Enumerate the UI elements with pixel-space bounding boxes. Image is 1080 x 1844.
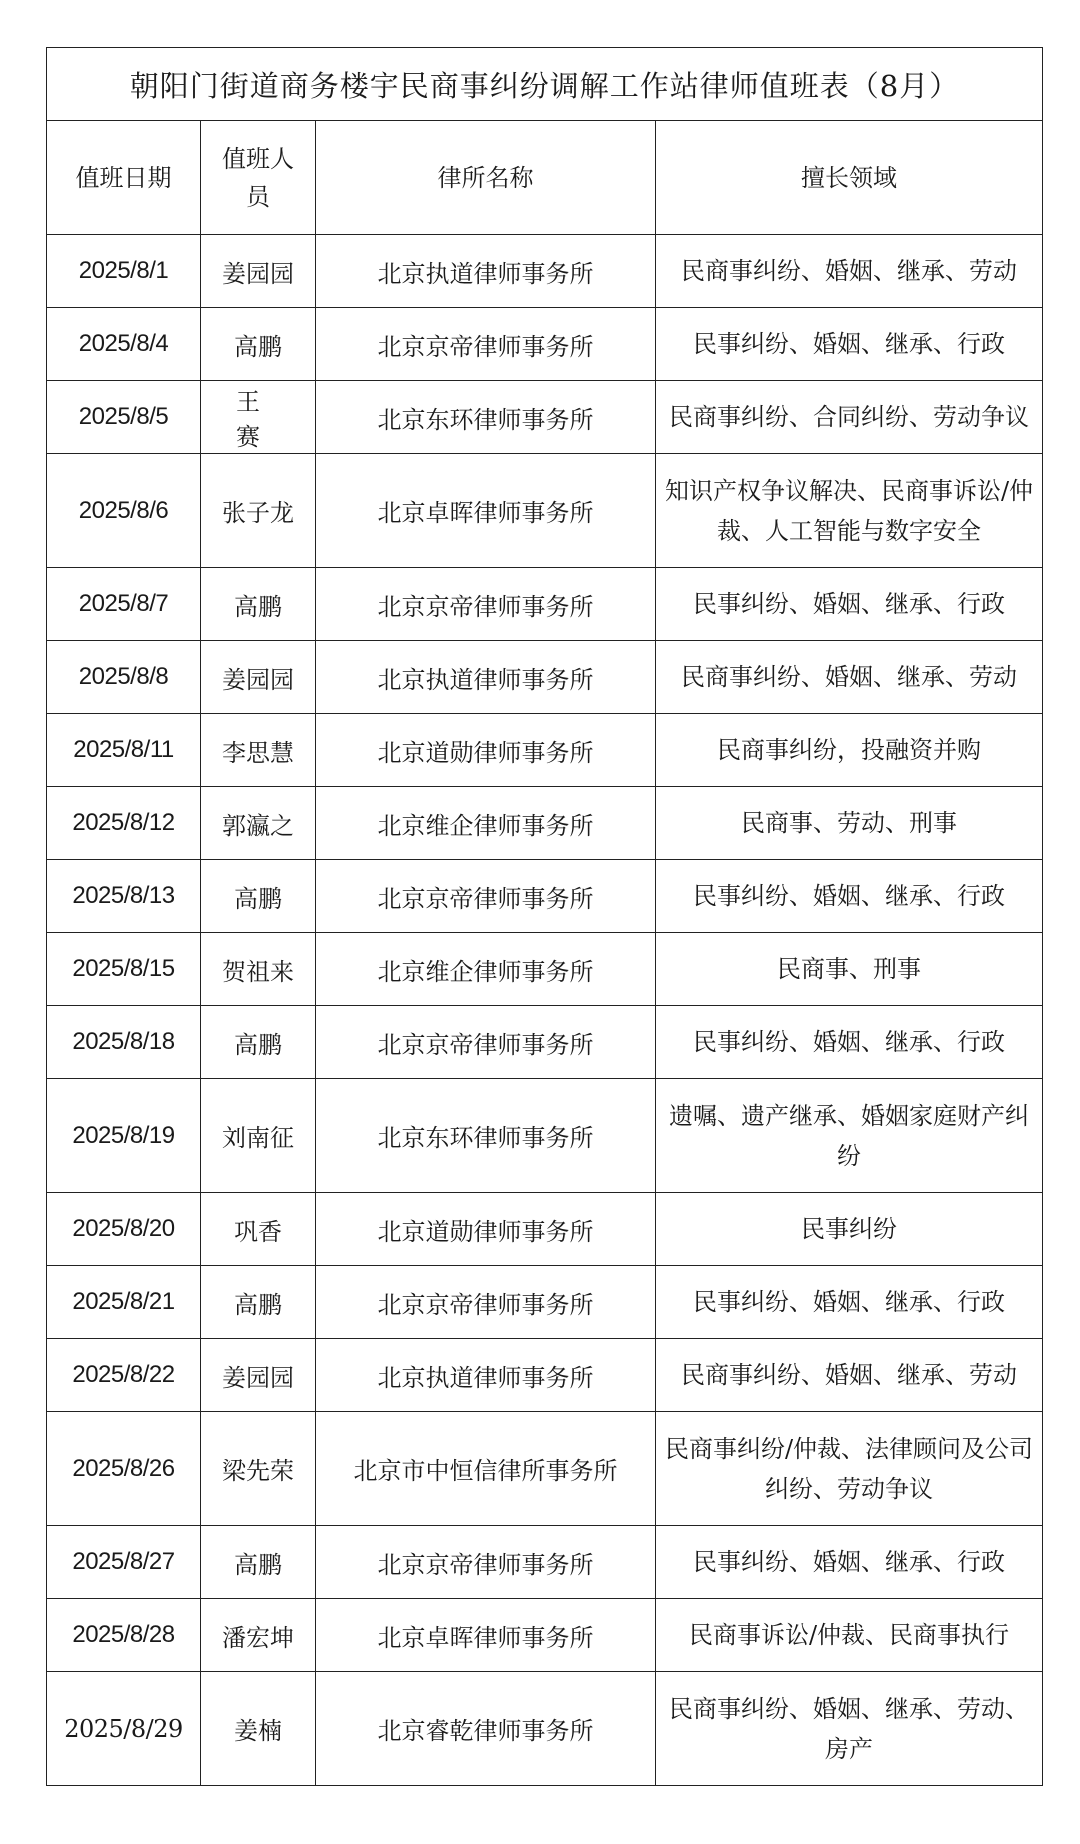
field-cell: 民商事纠纷、婚姻、继承、劳动、房产 [656, 1672, 1043, 1786]
field-cell: 民商事、刑事 [656, 933, 1043, 1006]
table-row [47, 1339, 1043, 1412]
table-row [47, 933, 1043, 1006]
table-row [47, 1266, 1043, 1339]
firm-cell: 北京京帝律师事务所 [316, 1266, 656, 1339]
firm-cell: 北京市中恒信律所事务所 [316, 1412, 656, 1526]
date-cell: 2025/8/13 [47, 860, 201, 933]
date-cell: 2025/8/27 [47, 1526, 201, 1599]
person-cell: 王 赛 [201, 381, 316, 454]
person-cell: 刘南征 [201, 1079, 316, 1193]
field-cell: 民商事诉讼/仲裁、民商事执行 [656, 1599, 1043, 1672]
date-cell: 2025/8/1 [47, 235, 201, 308]
person-cell: 姜园园 [201, 1339, 316, 1412]
date-cell: 2025/8/5 [47, 381, 201, 454]
firm-cell: 北京道勋律师事务所 [316, 714, 656, 787]
table-title: 朝阳门街道商务楼宇民商事纠纷调解工作站律师值班表（8月） [47, 48, 1043, 121]
firm-cell: 北京京帝律师事务所 [316, 1006, 656, 1079]
field-cell: 知识产权争议解决、民商事诉讼/仲裁、人工智能与数字安全 [656, 454, 1043, 568]
table-row [47, 1526, 1043, 1599]
table-row [47, 235, 1043, 308]
date-cell: 2025/8/8 [47, 641, 201, 714]
person-cell: 贺祖来 [201, 933, 316, 1006]
header-firm: 律所名称 [316, 121, 656, 235]
table-row [47, 454, 1043, 568]
header-row [47, 121, 1043, 235]
table-row [47, 714, 1043, 787]
field-cell: 遗嘱、遗产继承、婚姻家庭财产纠纷 [656, 1079, 1043, 1193]
table-row [47, 381, 1043, 454]
person-cell: 高鹏 [201, 1006, 316, 1079]
table-row [47, 1079, 1043, 1193]
field-cell: 民事纠纷 [656, 1193, 1043, 1266]
table-row [47, 860, 1043, 933]
table-row [47, 308, 1043, 381]
firm-cell: 北京睿乾律师事务所 [316, 1672, 656, 1786]
table-row [47, 787, 1043, 860]
person-cell: 巩香 [201, 1193, 316, 1266]
header-date: 值班日期 [47, 121, 201, 235]
field-cell: 民事纠纷、婚姻、继承、行政 [656, 568, 1043, 641]
table-row [47, 1193, 1043, 1266]
table-row [47, 1412, 1043, 1526]
table-row [47, 1672, 1043, 1786]
field-cell: 民事纠纷、婚姻、继承、行政 [656, 1006, 1043, 1079]
person-cell: 姜楠 [201, 1672, 316, 1786]
firm-cell: 北京维企律师事务所 [316, 933, 656, 1006]
firm-cell: 北京卓晖律师事务所 [316, 454, 656, 568]
firm-cell: 北京东环律师事务所 [316, 1079, 656, 1193]
firm-cell: 北京京帝律师事务所 [316, 568, 656, 641]
field-cell: 民事纠纷、婚姻、继承、行政 [656, 308, 1043, 381]
field-cell: 民事纠纷、婚姻、继承、行政 [656, 860, 1043, 933]
firm-cell: 北京京帝律师事务所 [316, 860, 656, 933]
date-cell: 2025/8/11 [47, 714, 201, 787]
date-cell: 2025/8/21 [47, 1266, 201, 1339]
date-cell: 2025/8/26 [47, 1412, 201, 1526]
person-cell: 高鹏 [201, 860, 316, 933]
field-cell: 民商事纠纷/仲裁、法律顾问及公司纠纷、劳动争议 [656, 1412, 1043, 1526]
header-field: 擅长领域 [656, 121, 1043, 235]
roster-body [47, 235, 1043, 1786]
person-cell: 郭瀛之 [201, 787, 316, 860]
firm-cell: 北京执道律师事务所 [316, 641, 656, 714]
person-cell: 高鹏 [201, 1526, 316, 1599]
field-cell: 民商事纠纷，投融资并购 [656, 714, 1043, 787]
firm-cell: 北京执道律师事务所 [316, 235, 656, 308]
firm-cell: 北京京帝律师事务所 [316, 1526, 656, 1599]
table-row [47, 1006, 1043, 1079]
firm-cell: 北京东环律师事务所 [316, 381, 656, 454]
firm-cell: 北京京帝律师事务所 [316, 308, 656, 381]
table-row [47, 1599, 1043, 1672]
duty-roster-table [46, 47, 1043, 1786]
firm-cell: 北京卓晖律师事务所 [316, 1599, 656, 1672]
field-cell: 民商事纠纷、婚姻、继承、劳动 [656, 235, 1043, 308]
person-cell: 高鹏 [201, 1266, 316, 1339]
field-cell: 民事纠纷、婚姻、继承、行政 [656, 1526, 1043, 1599]
field-cell: 民商事纠纷、婚姻、继承、劳动 [656, 641, 1043, 714]
person-cell: 潘宏坤 [201, 1599, 316, 1672]
date-cell: 2025/8/28 [47, 1599, 201, 1672]
person-cell: 姜园园 [201, 641, 316, 714]
header-person: 值班人员 [201, 121, 316, 235]
date-cell: 2025/8/19 [47, 1079, 201, 1193]
firm-cell: 北京维企律师事务所 [316, 787, 656, 860]
date-cell: 2025/8/22 [47, 1339, 201, 1412]
person-cell: 高鹏 [201, 568, 316, 641]
field-cell: 民商事、劳动、刑事 [656, 787, 1043, 860]
date-cell: 2025/8/29 [47, 1672, 201, 1786]
firm-cell: 北京执道律师事务所 [316, 1339, 656, 1412]
person-cell: 梁先荣 [201, 1412, 316, 1526]
date-cell: 2025/8/15 [47, 933, 201, 1006]
date-cell: 2025/8/18 [47, 1006, 201, 1079]
date-cell: 2025/8/4 [47, 308, 201, 381]
date-cell: 2025/8/12 [47, 787, 201, 860]
table-row [47, 641, 1043, 714]
person-cell: 李思慧 [201, 714, 316, 787]
date-cell: 2025/8/20 [47, 1193, 201, 1266]
person-cell: 高鹏 [201, 308, 316, 381]
table-row [47, 568, 1043, 641]
date-cell: 2025/8/6 [47, 454, 201, 568]
firm-cell: 北京道勋律师事务所 [316, 1193, 656, 1266]
person-cell: 张子龙 [201, 454, 316, 568]
person-cell: 姜园园 [201, 235, 316, 308]
field-cell: 民商事纠纷、婚姻、继承、劳动 [656, 1339, 1043, 1412]
date-cell: 2025/8/7 [47, 568, 201, 641]
field-cell: 民商事纠纷、合同纠纷、劳动争议 [656, 381, 1043, 454]
field-cell: 民事纠纷、婚姻、继承、行政 [656, 1266, 1043, 1339]
